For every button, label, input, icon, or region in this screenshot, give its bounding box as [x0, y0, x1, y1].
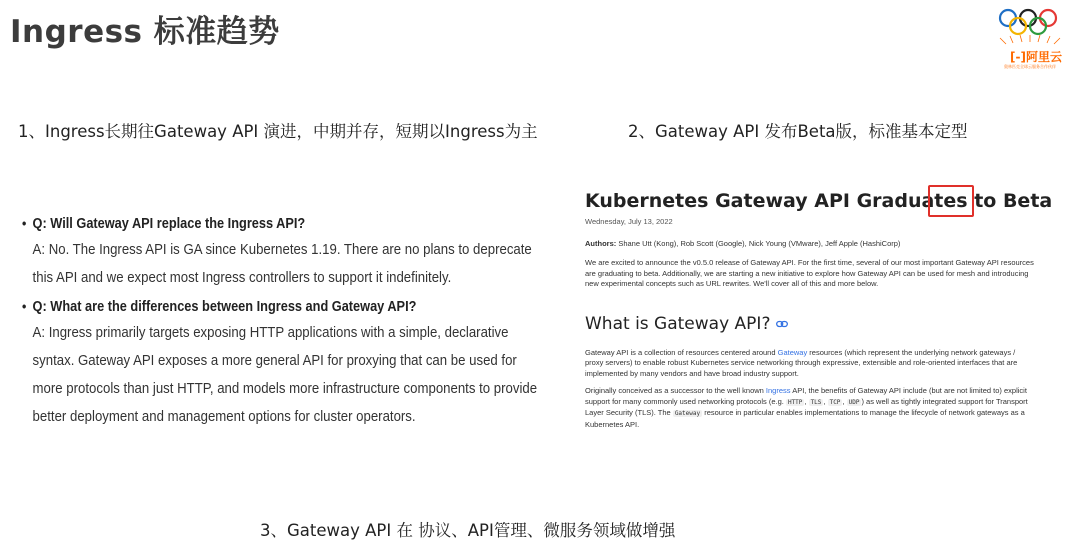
aliyun-logo — [1010, 48, 1062, 65]
para-text: , — [823, 396, 828, 406]
highlight-box — [928, 185, 974, 217]
code-tcp: TCP — [829, 398, 841, 406]
faq-item — [22, 298, 582, 431]
section-title — [585, 314, 1035, 334]
article-authors — [585, 239, 1035, 248]
para-text: resource in particular enables implementations to manage the lifecycle of network gateways as a Kubernetes API. — [585, 408, 1025, 429]
code-gateway: Gateway — [674, 410, 701, 417]
faq-question — [22, 215, 515, 232]
gateway-link[interactable]: Gateway — [777, 347, 808, 357]
para-text: , — [804, 396, 809, 406]
bullet-icon: • — [22, 298, 27, 314]
article-title-prefix: Kubernetes Gateway API Graduates to — [585, 190, 1003, 212]
anchor-link-icon[interactable] — [776, 320, 788, 328]
para-text: , — [842, 396, 847, 406]
heading-1: 1、Ingress长期往Gateway API 演进，中期并存，短期以Ingress为主 — [18, 122, 538, 141]
authors-list: Shane Utt (Kong), Rob Scott (Google), Nick Young (VMware), Jeff Apple (HashiCorp) — [616, 239, 901, 248]
brand-bracket-icon: [-] — [1010, 50, 1026, 64]
faq-list — [22, 215, 582, 437]
ingress-link[interactable]: Ingress — [765, 386, 791, 395]
article-paragraph — [585, 348, 1035, 380]
bullet-icon: • — [22, 215, 27, 231]
article-date: Wednesday, July 13, 2022 — [585, 217, 673, 226]
logo-subtitle: 奥林匹克全球云服务合作伙伴 — [1004, 64, 1056, 69]
article-title-highlight: Beta — [1002, 190, 1053, 212]
heading-3: 3、Gateway API 在 协议、API管理、微服务领域做增强 — [260, 521, 676, 540]
article-paragraph — [585, 386, 1035, 430]
brand-name: 阿里云 — [1025, 50, 1062, 64]
code-http: HTTP — [787, 398, 803, 406]
article-title — [585, 190, 1053, 212]
heading-2: 2、Gateway API 发布Beta版，标准基本定型 — [628, 122, 968, 141]
code-udp: UDP — [848, 398, 860, 406]
faq-question-text: Q: What are the differences between Ingress and Gateway API? — [32, 299, 417, 315]
article-intro: We are excited to announce the v0.5.0 release of Gateway API. For the first time, several of our most important Gateway API resources are graduating to beta. Additionally, we are starting a new initiative to explore how Gateway API can be used for mesh and introducing new experimental concepts such as URL rewrites. We'll cover all of this and more below. — [585, 258, 1034, 288]
para-text: API, the benefits of Gateway API include (but are not limited to) explicit support for many commonly used networking protocols (e.g. — [585, 386, 1027, 406]
faq-question — [22, 298, 515, 315]
faq-answer: A: Ingress primarily targets exposing HTTP applications with a simple, declarative syntax. Gateway API exposes a more general API for proxying that can be used for more protocols than just HTTP, and models more infrastructure components to provide better deployment and management options for cluster operators. — [32, 324, 538, 425]
para-text: Gateway API is a collection of resources centered around — [585, 347, 778, 357]
faq-answer: A: No. The Ingress API is GA since Kubernetes 1.19. There are no plans to deprecate this API and we expect most Ingress controllers to support it indefinitely. — [32, 241, 532, 286]
faq-question-text: Q: Will Gateway API replace the Ingress API? — [32, 216, 306, 232]
para-text: resources (which represent the underlying network gateways / proxy servers) to enable robust Kubernetes service networking through expressive, extensible and role-oriented interfaces that are implemented by many vendors and have broad industry support. — [585, 347, 1018, 378]
code-tls: TLS — [810, 398, 822, 406]
article-screenshot — [585, 190, 1053, 430]
para-text: Originally conceived as a successor to the well known — [585, 386, 766, 395]
faq-item — [22, 215, 582, 292]
authors-label: Authors: — [585, 239, 617, 248]
section-title-text: What is Gateway API? — [585, 313, 771, 334]
para-text: ) as well as tightly integrated support for Transport Layer Security (TLS). The — [585, 396, 1028, 417]
slide-title: Ingress 标准趋势 — [10, 14, 280, 50]
